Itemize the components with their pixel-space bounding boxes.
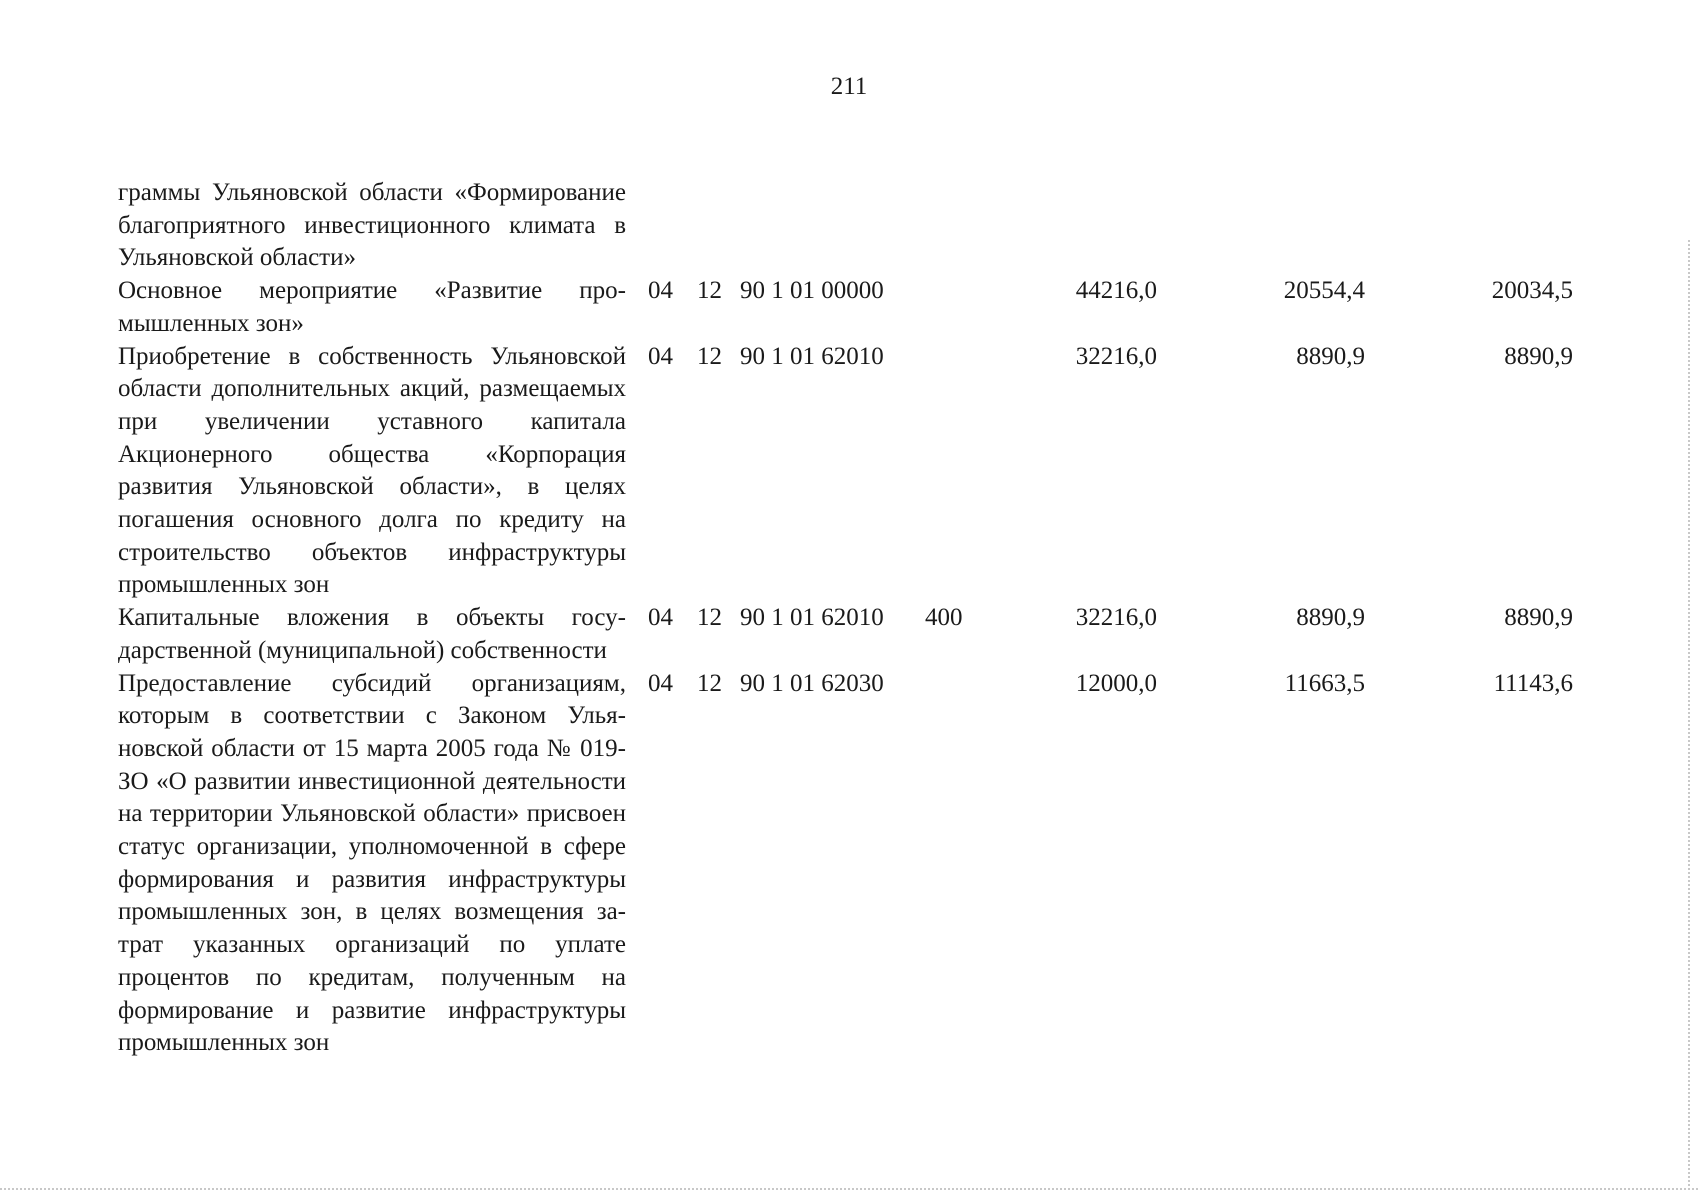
table-row — [118, 275, 1573, 340]
target-article-code: 90 1 01 00000 — [740, 277, 884, 305]
amount-col-2: 20554,4 — [1283, 277, 1365, 305]
target-article-code: 90 1 01 62010 — [740, 342, 884, 370]
amount-col-1 — [987, 177, 1157, 275]
budget-table — [118, 177, 1573, 1060]
table-row — [118, 341, 1573, 603]
expense-type-code: 400 — [925, 604, 963, 632]
subsection-code: 12 — [697, 342, 722, 370]
amount-col-1: 44216,0 — [1075, 277, 1157, 305]
amount-col-2: 11663,5 — [1284, 669, 1365, 697]
amount-col-3: 11143,6 — [1493, 669, 1573, 697]
target-article-code — [740, 177, 925, 275]
target-article-code: 90 1 01 62010 — [740, 604, 884, 632]
subsection-code: 12 — [697, 277, 722, 305]
expense-type-code — [925, 177, 987, 275]
expense-type-code — [925, 341, 987, 603]
amount-col-2: 8890,9 — [1296, 342, 1365, 370]
subsection-code: 12 — [697, 669, 722, 697]
row-description: Предоставление субсидий организациям, которым в соответствии с Законом Ульяновской области от 15 марта 2005 года № 019-ЗО «О развитии инвестиционной деятельности на территории Ульяновской области» присвоен статус организации, уполномоченной в сфере формирования и развития инфраструктуры промышленных зон, в целях возмещения затрат указанных организаций по уплате процентов по кредитам, полученным на формирование и развитие инфраструктуры промышленных зон — [118, 669, 626, 1057]
section-code: 04 — [648, 342, 673, 370]
subsection-code: 12 — [697, 604, 722, 632]
row-description: Приобретение в собственность Ульяновской области дополнительных акций, размещаемых при увеличении уставного капитала Акционерного общества «Корпорация развития Ульяновской области», в целях погашения основного долга по кредиту на строительство объектов инфраструктуры промышленных зон — [118, 342, 626, 599]
scan-edge-right — [1688, 240, 1690, 1190]
subsection-code — [697, 177, 740, 275]
page-number: 211 — [830, 73, 868, 100]
row-description: Основное мероприятие «Развитие промышленных зон» — [118, 277, 626, 337]
section-code: 04 — [648, 277, 673, 305]
section-code: 04 — [648, 669, 673, 697]
expense-type-code — [925, 668, 987, 1060]
amount-col-3: 8890,9 — [1504, 342, 1573, 370]
table-row — [118, 177, 1573, 275]
expense-type-code — [925, 275, 987, 340]
amount-col-1: 32216,0 — [1075, 342, 1157, 370]
amount-col-3 — [1365, 177, 1573, 275]
scan-edge-bottom — [0, 1188, 1698, 1190]
section-code — [626, 177, 697, 275]
table-row — [118, 602, 1573, 667]
row-description: Капитальные вложения в объекты государственной (муниципальной) собственности — [118, 604, 626, 664]
amount-col-3: 20034,5 — [1491, 277, 1573, 305]
table-row — [118, 668, 1573, 1060]
amount-col-3: 8890,9 — [1504, 604, 1573, 632]
target-article-code: 90 1 01 62030 — [740, 669, 884, 697]
amount-col-1: 32216,0 — [1075, 604, 1157, 632]
amount-col-2: 8890,9 — [1296, 604, 1365, 632]
row-description: граммы Ульяновской области «Формирование благоприятного инвестиционного климата в Ульяновской области» — [118, 179, 626, 272]
amount-col-2 — [1157, 177, 1365, 275]
amount-col-1: 12000,0 — [1075, 669, 1157, 697]
section-code: 04 — [648, 604, 673, 632]
